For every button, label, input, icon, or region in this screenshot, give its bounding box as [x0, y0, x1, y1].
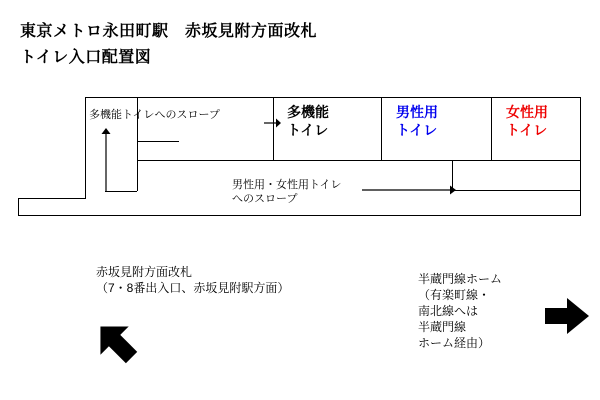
arrow-down-left-icon	[92, 318, 140, 366]
room-label-multipurpose-line1: 多機能	[287, 104, 329, 120]
arrow-up-corridor-icon	[99, 126, 113, 192]
caption-right-line2: （有楽町線・	[418, 288, 491, 302]
wall-left-end	[18, 198, 19, 216]
caption-left-line2: （7・8番出入口、赤坂見附駅方面）	[96, 281, 290, 295]
annotation-slope-mens-womens-line1: 男性用・女性用トイレ	[232, 179, 342, 191]
room-label-mens-line1: 男性用	[396, 104, 438, 120]
divider-multipurpose-mens	[381, 97, 382, 161]
caption-right-line5: ホーム経由）	[418, 336, 491, 350]
room-label-womens	[506, 103, 548, 139]
room-label-womens-line2: トイレ	[506, 122, 548, 138]
room-label-mens-line2: トイレ	[396, 122, 438, 138]
caption-right	[418, 271, 502, 351]
caption-right-line4: 半蔵門線	[418, 320, 467, 334]
wall-room-bottom	[137, 160, 581, 161]
arrow-right-multipurpose-icon	[264, 116, 280, 130]
wall-right-vertical	[580, 97, 581, 216]
room-label-multipurpose-line2: トイレ	[287, 122, 329, 138]
caption-left-line1: 赤坂見附方面改札	[96, 265, 193, 279]
path-corridor-vertical	[137, 141, 138, 191]
annotation-slope-mens-womens	[232, 178, 341, 206]
wall-corridor-top-left	[18, 198, 86, 199]
room-label-mens	[396, 103, 438, 139]
wall-top	[85, 97, 581, 98]
wall-left-vertical	[85, 97, 86, 199]
page-title-line-1: 東京メトロ永田町駅 赤坂見附方面改札	[20, 23, 318, 40]
path-corridor-horizontal	[105, 191, 137, 192]
divider-mens-womens	[491, 97, 492, 161]
wall-bottom	[18, 215, 581, 216]
arrow-right-mens-womens-icon	[362, 183, 458, 197]
annotation-slope-mens-womens-line2: へのスロープ	[232, 193, 298, 205]
arrow-right-icon	[545, 296, 591, 336]
wall-subcorridor	[452, 190, 581, 191]
path-corridor-branch	[137, 141, 179, 142]
page-title-line-2: トイレ入口配置図	[20, 49, 152, 66]
caption-right-line3: 南北線へは	[418, 304, 479, 318]
caption-left	[96, 264, 289, 296]
room-label-womens-line1: 女性用	[506, 104, 548, 120]
annotation-slope-multipurpose: 多機能トイレへのスロープ	[89, 109, 220, 121]
room-label-multipurpose	[287, 103, 329, 139]
caption-right-line1: 半蔵門線ホーム	[418, 272, 503, 286]
